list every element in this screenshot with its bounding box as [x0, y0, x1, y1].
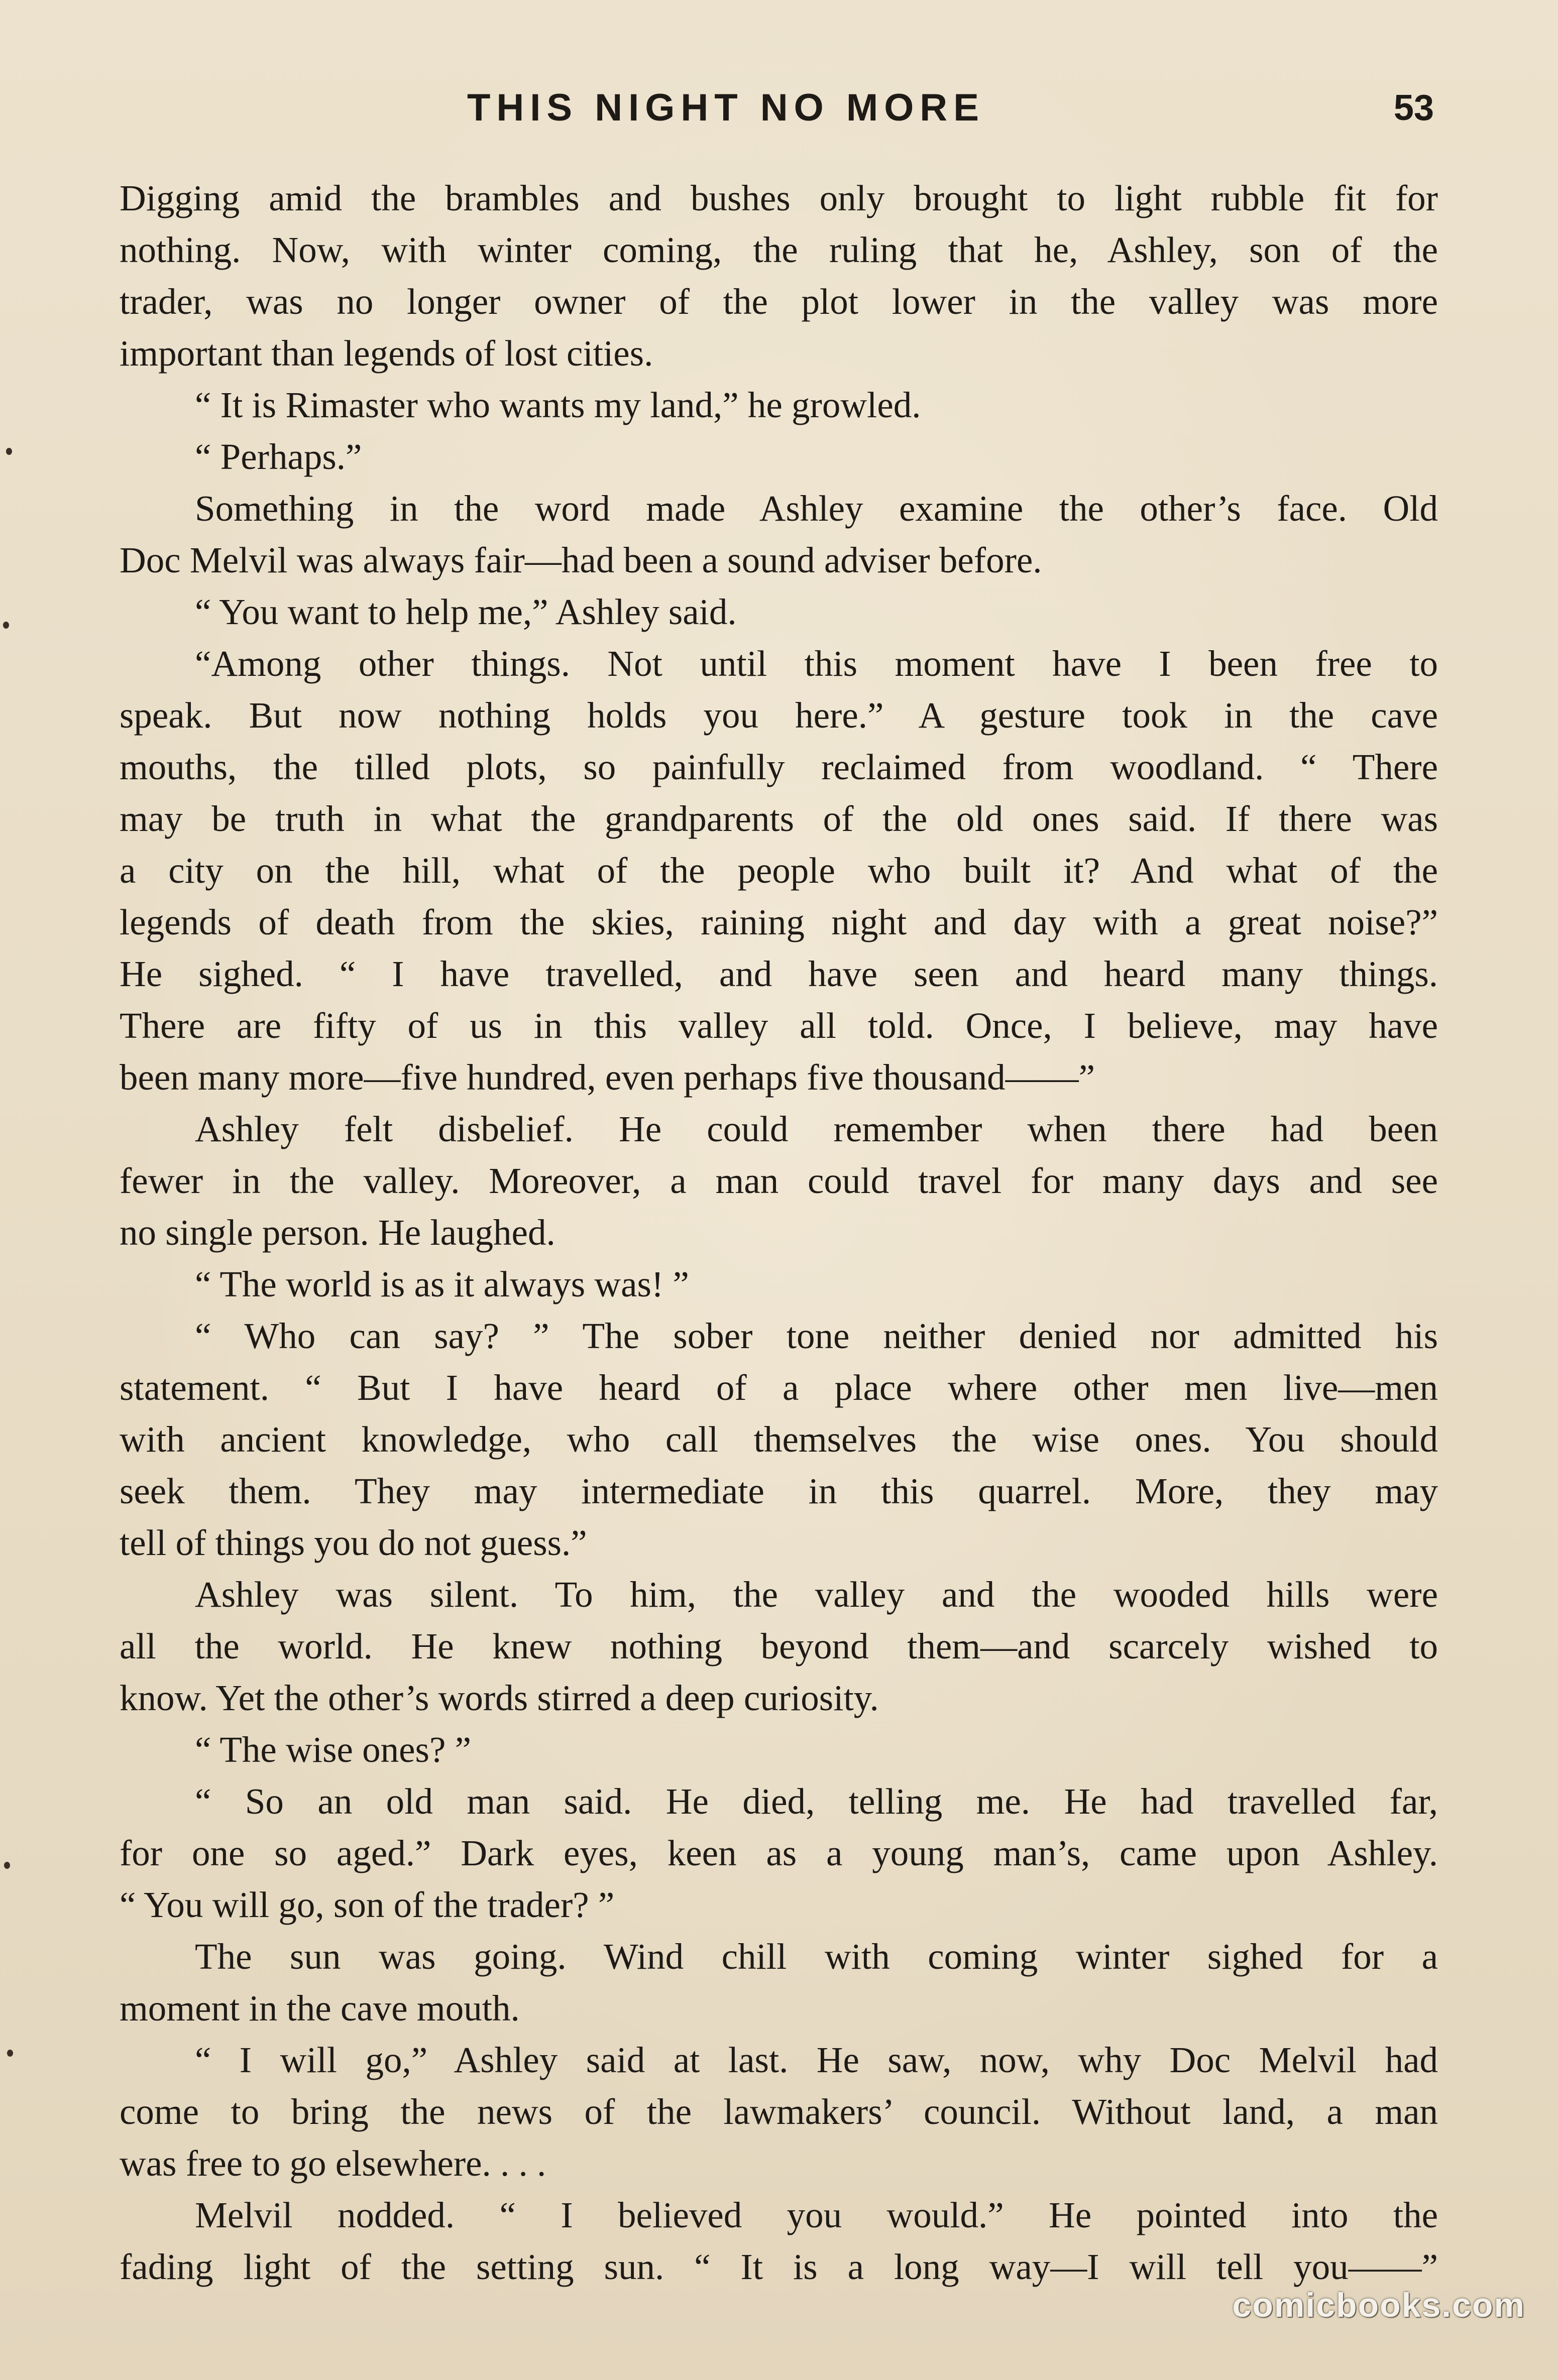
- text-line: been many more—five hundred, even perhaps five thousand——”: [120, 1057, 1095, 1098]
- text-line: “ I will go,” Ashley said at last. He saw, now, why Doc Melvil had: [195, 2040, 1438, 2080]
- watermark: comicbooks.com: [1232, 2286, 1525, 2324]
- text-line: “ Who can say? ” The sober tone neither denied nor admitted his: [195, 1316, 1438, 1356]
- text-line: There are fifty of us in this valley all told. Once, I believe, may have: [120, 1005, 1438, 1046]
- text-line: for one so aged.” Dark eyes, keen as a young man’s, came upon Ashley.: [120, 1833, 1438, 1873]
- running-title: THIS NIGHT NO MORE: [467, 86, 985, 129]
- text-line: The sun was going. Wind chill with coming winter sighed for a: [195, 1936, 1438, 1977]
- text-line: important than legends of lost cities.: [120, 333, 653, 374]
- page-number: 53: [1393, 88, 1434, 128]
- text-line: speak. But now nothing holds you here.” A gesture took in the cave: [120, 695, 1438, 736]
- text-line: may be truth in what the grandparents of the old ones said. If there was: [120, 798, 1438, 839]
- text-line: all the world. He knew nothing beyond them—and scarcely wished to: [120, 1626, 1438, 1667]
- text-line: statement. “ But I have heard of a place where other men live—men: [120, 1367, 1438, 1408]
- text-line: “ You will go, son of the trader? ”: [120, 1884, 615, 1925]
- ink-speck: [7, 2050, 13, 2057]
- text-line: fading light of the setting sun. “ It is a long way—I will tell you——”: [120, 2246, 1438, 2287]
- text-line: seek them. They may intermediate in this quarrel. More, they may: [120, 1471, 1438, 1511]
- text-line: “Among other things. Not until this moment have I been free to: [195, 643, 1438, 684]
- text-line: legends of death from the skies, raining night and day with a great noise?”: [120, 902, 1438, 942]
- text-line: Digging amid the brambles and bushes only brought to light rubble fit for: [120, 178, 1438, 218]
- text-line: with ancient knowledge, who call themselves the wise ones. You should: [120, 1419, 1438, 1460]
- ink-speck: [3, 622, 9, 629]
- text-line: was free to go elsewhere. . . .: [120, 2143, 546, 2184]
- text-line: Melvil nodded. “ I believed you would.” He pointed into the: [195, 2195, 1438, 2235]
- text-line: tell of things you do not guess.”: [120, 1522, 587, 1563]
- text-line: mouths, the tilled plots, so painfully reclaimed from woodland. “ There: [120, 747, 1438, 787]
- text-line: “ Perhaps.”: [195, 436, 362, 477]
- text-line: moment in the cave mouth.: [120, 1988, 520, 2029]
- text-line: “ The world is as it always was! ”: [195, 1264, 689, 1304]
- text-line: fewer in the valley. Moreover, a man could travel for many days and see: [120, 1160, 1438, 1201]
- page-header: [0, 80, 1558, 136]
- text-line: Something in the word made Ashley examine the other’s face. Old: [195, 488, 1438, 529]
- text-line: He sighed. “ I have travelled, and have seen and heard many things.: [120, 954, 1438, 994]
- body-text: [120, 172, 1438, 2293]
- ink-speck: [6, 448, 12, 455]
- text-line: “ The wise ones? ”: [195, 1729, 471, 1770]
- text-line: “ So an old man said. He died, telling me. He had travelled far,: [195, 1781, 1438, 1822]
- text-line: nothing. Now, with winter coming, the ruling that he, Ashley, son of the: [120, 229, 1438, 270]
- text-line: no single person. He laughed.: [120, 1212, 555, 1253]
- text-line: “ You want to help me,” Ashley said.: [195, 591, 737, 632]
- text-line: a city on the hill, what of the people who built it? And what of the: [120, 850, 1438, 891]
- text-line: Doc Melvil was always fair—had been a sound adviser before.: [120, 540, 1042, 580]
- text-line: “ It is Rimaster who wants my land,” he growled.: [195, 385, 921, 425]
- text-line: trader, was no longer owner of the plot lower in the valley was more: [120, 281, 1438, 322]
- ink-speck: [4, 1862, 10, 1869]
- text-line: Ashley was silent. To him, the valley and the wooded hills were: [195, 1574, 1438, 1615]
- text-line: come to bring the news of the lawmakers’ council. Without land, a man: [120, 2091, 1438, 2132]
- text-line: Ashley felt disbelief. He could remember when there had been: [195, 1109, 1438, 1149]
- text-line: know. Yet the other’s words stirred a deep curiosity.: [120, 1678, 879, 1718]
